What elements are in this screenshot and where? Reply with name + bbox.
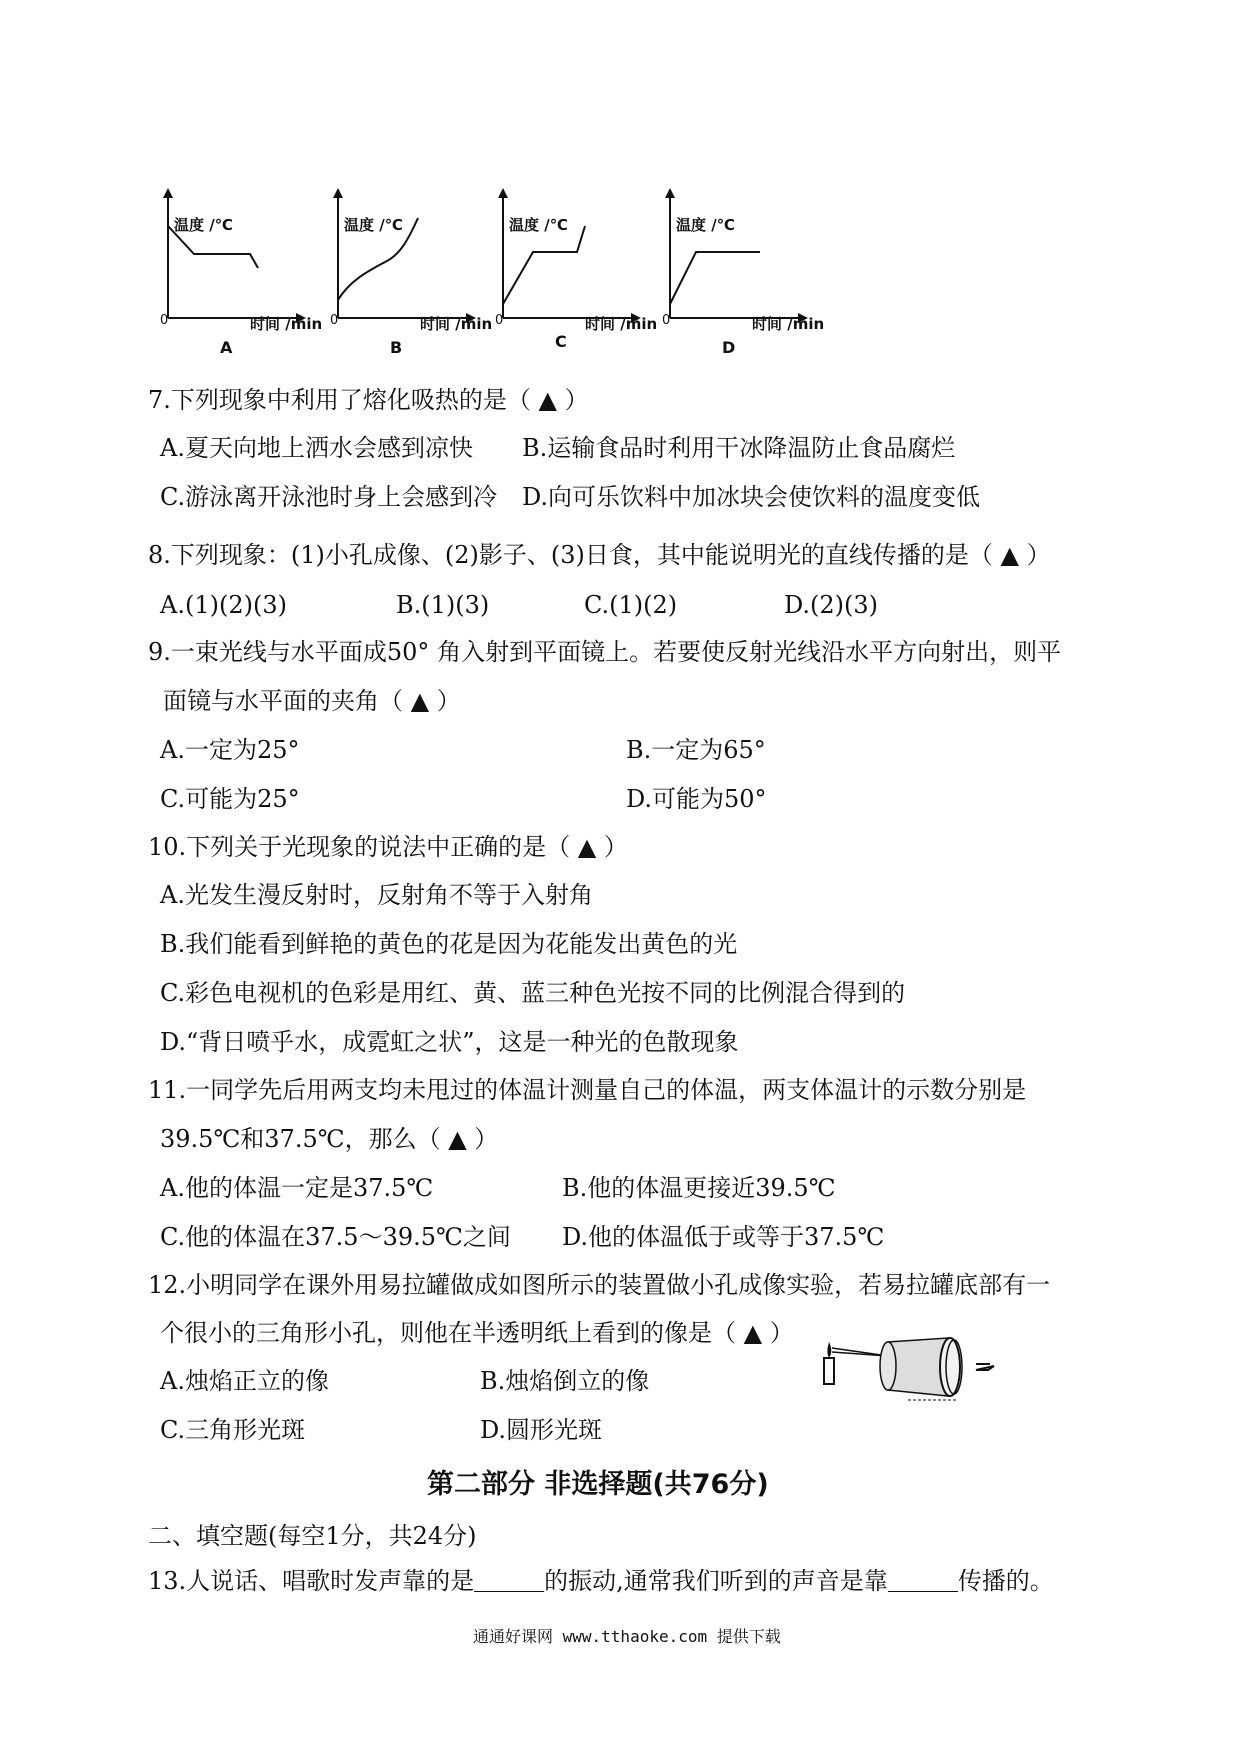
q10-stem: 10.下列关于光现象的说法中正确的是（ ▲ ） [148, 833, 628, 861]
q11-stem-line2: 39.5℃和37.5℃，那么（ ▲ ） [160, 1125, 499, 1153]
graph-b-origin: 0 [330, 313, 339, 328]
q9-stem-line1: 9.一束光线与水平面成50° 角入射到平面镜上。若要使反射光线沿水平方向射出，则平 [148, 638, 1062, 666]
q13-blank-2[interactable] [888, 1567, 958, 1592]
q9-option-a: A.一定为25° [160, 736, 300, 764]
q13-part3: 传播的。 [957, 1567, 1054, 1595]
q7-option-d: D.向可乐饮料中加冰块会使饮料的温度变低 [522, 483, 981, 511]
q11-option-c: C.他的体温在37.5～39.5℃之间 [160, 1223, 511, 1251]
graph-c-name: C [555, 332, 567, 351]
q8-option-d: D.(2)(3) [784, 591, 879, 619]
section-subtitle: 二、填空题(每空1分，共24分) [148, 1522, 477, 1550]
graph-d-name: D [722, 338, 736, 357]
q10-option-c: C.彩色电视机的色彩是用红、黄、蓝三种色光按不同的比例混合得到的 [160, 979, 906, 1007]
q12-stem-line1: 12.小明同学在课外用易拉罐做成如图所示的装置做小孔成像实验，若易拉罐底部有一 [148, 1271, 1051, 1299]
q10-option-b: B.我们能看到鲜艳的黄色的花是因为花能发出黄色的光 [160, 930, 738, 958]
graph-b-name: B [390, 338, 403, 357]
q11-stem-line1: 11.一同学先后用两支均未甩过的体温计测量自己的体温，两支体温计的示数分别是 [148, 1076, 1027, 1104]
q8-option-c: C.(1)(2) [584, 591, 678, 619]
graph-c-ylabel: 温度 /℃ [509, 216, 568, 234]
q10-option-d: D.“背日喷乎水，成霓虹之状”，这是一种光的色散现象 [160, 1028, 739, 1056]
graph-c-xlabel: 时间 /min [585, 315, 658, 333]
q11-option-d: D.他的体温低于或等于37.5℃ [562, 1223, 885, 1251]
q12-stem-line2: 个很小的三角形小孔，则他在半透明纸上看到的像是（ ▲ ） [160, 1319, 794, 1347]
pinhole-camera-figure [818, 1328, 1018, 1408]
graph-c [495, 200, 675, 360]
graph-d-ylabel: 温度 /℃ [676, 216, 735, 234]
graph-a [160, 200, 340, 360]
q9-option-b: B.一定为65° [626, 736, 766, 764]
graph-d-origin: 0 [662, 313, 671, 328]
q7-stem: 7.下列现象中利用了熔化吸热的是（ ▲ ） [148, 386, 589, 414]
q7-option-a: A.夏天向地上洒水会感到凉快 [160, 434, 473, 462]
q10-option-a: A.光发生漫反射时，反射角不等于入射角 [160, 881, 593, 909]
q12-option-d: D.圆形光斑 [480, 1416, 603, 1444]
q12-option-b: B.烛焰倒立的像 [480, 1367, 650, 1395]
graph-d [662, 200, 842, 360]
q13-part2: 的振动,通常我们听到的声音是靠 [544, 1567, 888, 1595]
q12-option-a: A.烛焰正立的像 [160, 1367, 329, 1395]
section-title: 第二部分 非选择题(共76分) [427, 1469, 769, 1500]
q9-option-c: C.可能为25° [160, 785, 300, 813]
q8-stem: 8.下列现象：(1)小孔成像、(2)影子、(3)日食，其中能说明光的直线传播的是（ ▲ ） [148, 541, 1051, 569]
graph-a-name: A [220, 338, 233, 357]
graph-a-origin: 0 [160, 313, 169, 328]
graph-a-ylabel: 温度 /℃ [174, 216, 233, 234]
footer-text: 通通好课网 www.tthaoke.com 提供下载 [473, 1627, 781, 1646]
q13-line [148, 1566, 1054, 1596]
q8-option-a: A.(1)(2)(3) [160, 591, 287, 619]
graph-b-xlabel: 时间 /min [420, 315, 493, 333]
q7-option-c: C.游泳离开泳池时身上会感到冷 [160, 483, 498, 511]
graph-d-xlabel: 时间 /min [752, 315, 825, 333]
graph-a-xlabel: 时间 /min [250, 315, 323, 333]
q11-option-a: A.他的体温一定是37.5℃ [160, 1174, 434, 1202]
graph-c-origin: 0 [495, 313, 504, 328]
q12-option-c: C.三角形光斑 [160, 1416, 306, 1444]
graph-b [330, 200, 510, 360]
q13-part1: 13.人说话、唱歌时发声靠的是 [148, 1567, 475, 1595]
pinhole-camera-drawing [818, 1328, 1018, 1408]
q9-stem-line2: 面镜与水平面的夹角（ ▲ ） [163, 687, 461, 715]
q9-option-d: D.可能为50° [626, 785, 767, 813]
q13-blank-1[interactable] [474, 1567, 544, 1592]
q8-option-b: B.(1)(3) [396, 591, 490, 619]
graph-b-ylabel: 温度 /℃ [344, 216, 403, 234]
q11-option-b: B.他的体温更接近39.5℃ [562, 1174, 836, 1202]
q7-option-b: B.运输食品时利用干冰降温防止食品腐烂 [522, 434, 956, 462]
